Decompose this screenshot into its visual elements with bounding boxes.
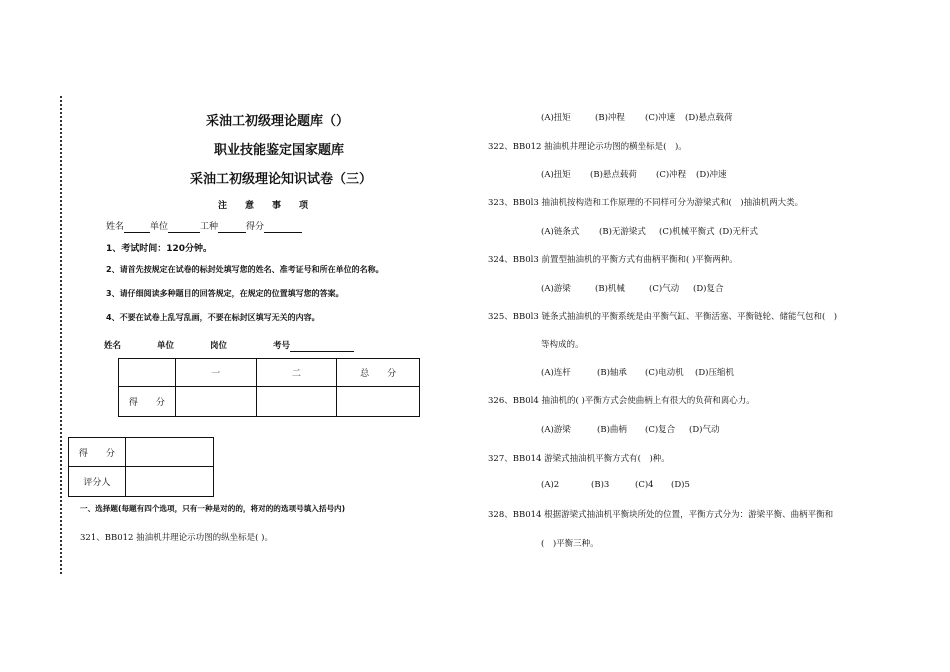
q324-option-b[interactable]: (B)机械 [595,284,625,294]
q323-options [541,225,758,237]
q321-option-b[interactable]: (B)冲程 [595,113,625,123]
notice-heading: 注 意 事 项 [218,201,309,211]
question-324: 324、BB0l3 前置型抽油机的平衡方式有曲柄平衡和( )平衡两种。 [488,255,738,265]
instruction-2: 2、请首先按规定在试卷的标封处填写您的姓名、准考证号和所在单位的名称。 [106,265,384,274]
q326-option-c[interactable]: (C)复合 [645,425,676,435]
score-cell-total[interactable] [337,387,420,417]
instruction-1: 1、考试时间：120分钟。 [106,244,213,254]
score-cell-2[interactable] [256,387,337,417]
question-321: 321、BB012 抽油机井理论示功图的纵坐标是( )。 [80,533,273,543]
q322-option-c[interactable]: (C)冲程 [656,170,687,180]
question-325: 325、BB0l3 链条式抽油机的平衡系统是由平衡气缸、平衡活塞、平衡链轮、储能气包和( ) [488,312,838,322]
title-exam-paper: 采油工初级理论知识试卷（三） [190,172,373,187]
q326-options [541,423,719,435]
q326-option-a[interactable]: (A)游梁 [541,425,571,435]
binding-dotted-line [60,96,62,574]
unit-label-2: 单位 [157,341,175,351]
q323-option-c[interactable]: (C)机械平衡式 [659,227,715,237]
question-323: 323、BB0l3 抽油机按构造和工作原理的不同样可分为游梁式和( )抽油机两大类。 [488,198,804,208]
q325-option-b[interactable]: (B)轴承 [597,368,627,378]
q321-option-a[interactable]: (A)扭矩 [541,113,571,123]
question-325-cont: 等构成的。 [541,340,584,350]
grader-label: 评分人 [69,467,126,497]
q324-options [541,282,723,294]
q327-option-c[interactable]: (C)4 [635,480,654,490]
q323-option-d[interactable]: (D)无杆式 [719,227,758,237]
q324-option-d[interactable]: (D)复合 [693,284,724,294]
q321-option-d[interactable]: (D)悬点载荷 [685,113,733,123]
col-header-2: 二 [256,359,337,387]
q326-option-d[interactable]: (D)气动 [689,425,720,435]
q326-option-b[interactable]: (B)曲柄 [597,425,627,435]
q325-option-c[interactable]: (C)电动机 [645,368,684,378]
q327-option-d[interactable]: (D)5 [671,480,690,490]
score-cell-1[interactable] [175,387,256,417]
title-question-bank: 采油工初级理论题库（） [206,114,350,129]
post-label: 岗位 [210,341,228,351]
name-field[interactable] [124,222,150,233]
q321-options [541,111,732,123]
info-line-2 [104,339,354,352]
score-table-corner [119,359,176,387]
q325-options [541,366,734,378]
col-header-1: 一 [175,359,256,387]
question-327: 327、BB014 游梁式抽油机平衡方式有( )种。 [488,454,670,464]
score-table [118,358,420,417]
trade-label: 工种 [200,222,219,232]
q327-option-a[interactable]: (A)2 [541,480,560,490]
trade-field[interactable] [218,222,246,233]
name-label-2: 姓名 [104,341,122,351]
info-line-1 [106,219,302,233]
question-326: 326、BB0l4 抽油机的( )平衡方式会使曲柄上有很大的负荷和离心力。 [488,396,755,406]
grader-score-label: 得 分 [69,438,126,467]
question-322: 322、BB012 抽油机井理论示功图的横坐标是( )。 [488,142,687,152]
q323-option-b[interactable]: (B)无游梁式 [599,227,646,237]
question-328-cont: ( )平衡三种。 [541,539,599,549]
grader-score-cell[interactable] [125,438,213,467]
unit-label: 单位 [150,222,169,232]
q325-option-a[interactable]: (A)连杆 [541,368,571,378]
unit-field[interactable] [168,222,200,233]
q324-option-a[interactable]: (A)游梁 [541,284,571,294]
grader-cell[interactable] [125,467,213,497]
instruction-4: 4、不要在试卷上乱写乱画，不要在标封区填写无关的内容。 [106,313,320,322]
score-label: 得分 [246,222,265,232]
exam-no-field[interactable] [290,341,354,352]
q322-option-a[interactable]: (A)扭矩 [541,170,571,180]
q321-option-c[interactable]: (C)冲速 [645,113,676,123]
q325-option-d[interactable]: (D)压缩机 [695,368,734,378]
section-heading: 一、选择题(每题有四个选项，只有一种是对的的，将对的的选项号填入括号内) [80,504,346,513]
q323-option-a[interactable]: (A)链条式 [541,227,580,237]
q322-options [541,168,726,180]
q327-option-b[interactable]: (B)3 [591,480,610,490]
grader-table [68,437,214,497]
name-label: 姓名 [106,222,125,232]
score-field[interactable] [264,222,302,233]
instruction-3: 3、请仔细阅读多种题目的回答规定，在规定的位置填写您的答案。 [106,289,344,298]
col-header-total: 总 分 [337,359,420,387]
q322-option-b[interactable]: (B)悬点载荷 [590,170,637,180]
score-row-label: 得 分 [119,387,176,417]
q327-options [541,480,690,490]
title-national-bank: 职业技能鉴定国家题库 [214,143,345,158]
exam-no-label: 考号 [273,341,291,351]
question-328: 328、BB014 根据游梁式抽油机平衡块所处的位置，平衡方式分为：游梁平衡、曲柄平衡和 [488,510,834,520]
q322-option-d[interactable]: (D)冲速 [696,170,727,180]
q324-option-c[interactable]: (C)气动 [649,284,680,294]
